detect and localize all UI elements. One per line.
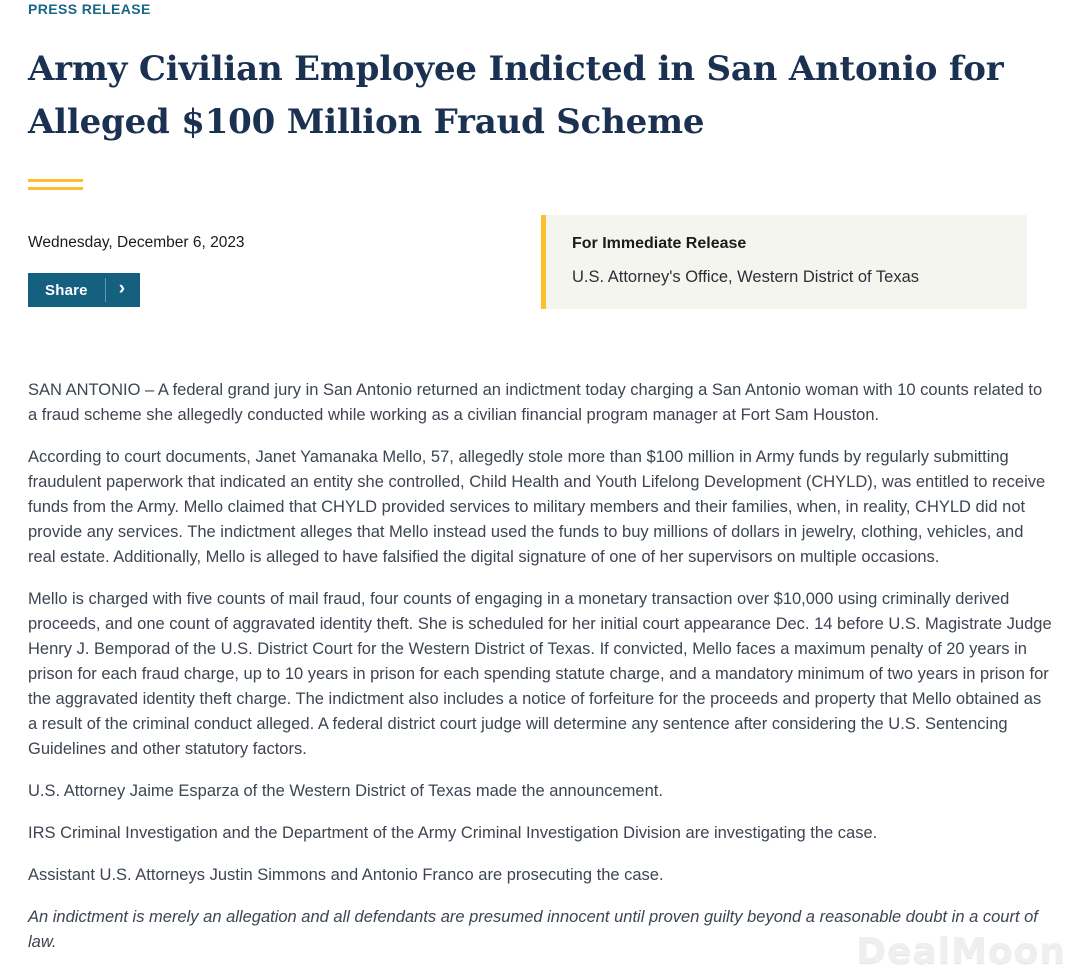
release-box-office: U.S. Attorney's Office, Western District of Texas	[572, 268, 920, 286]
meta-row	[28, 215, 1052, 309]
body-paragraph: U.S. Attorney Jaime Esparza of the Western District of Texas made the announcement.	[28, 782, 663, 800]
body-paragraph: IRS Criminal Investigation and the Department of the Army Criminal Investigation Division are investigating the case.	[28, 824, 878, 842]
body-paragraph: According to court documents, Janet Yamanaka Mello, 57, allegedly stole more than $100 million in Army funds by regularly submitting fraudulent paperwork that indicated an entity she controlled, Child Health and Youth Lifelong Development (CHYLD), was entitled to receive funds from the Army. Mello claimed that CHYLD provided services to military members and their families, when, in reality, CHYLD did not provide any services. The indictment alleges that Mello instead used the funds to buy millions of dollars in jewelry, clothing, vehicles, and real estate. Additionally, Mello is alleged to have falsified the digital signature of one of her supervisors on multiple occasions.	[28, 448, 1046, 566]
body-paragraph: Assistant U.S. Attorneys Justin Simmons and Antonio Franco are prosecuting the case.	[28, 866, 664, 884]
chevron-right-icon: ›	[118, 278, 126, 299]
body-paragraph: Mello is charged with five counts of mail fraud, four counts of engaging in a monetary transaction over $10,000 using criminally derived proceeds, and one count of aggravated identity theft. She is scheduled for her initial court appearance Dec. 14 before U.S. Magistrate Judge Henry J. Bemporad of the U.S. District Court for the Western District of Texas. If convicted, Mello faces a maximum penalty of 20 years in prison for each fraud charge, up to 10 years in prison for each spending statute charge, and a mandatory minimum of two years in prison for the aggravated identity theft charge. The indictment also includes a notice of forfeiture for the proceeds and property that Mello obtained as a result of the criminal conduct alleged. A federal district court judge will determine any sentence after considering the U.S. Sentencing Guidelines and other statutory factors.	[28, 590, 1052, 758]
press-release-kicker: PRESS RELEASE	[28, 1, 151, 17]
immediate-release-box	[541, 215, 1027, 309]
article-body	[28, 378, 1052, 888]
share-button[interactable]	[28, 273, 140, 307]
disclaimer-text: An indictment is merely an allegation and all defendants are presumed innocent until proven guilty beyond a reasonable doubt in a court of law.	[28, 908, 1038, 951]
share-button-label: Share	[45, 281, 88, 299]
meta-left-column	[28, 215, 541, 307]
release-box-heading: For Immediate Release	[572, 235, 747, 252]
gold-divider-line	[28, 179, 83, 182]
body-paragraph: SAN ANTONIO – A federal grand jury in San Antonio returned an indictment today charging a San Antonio woman with 10 counts related to a fraud scheme she allegedly conducted while working as a civilian financial program manager at Fort Sam Houston.	[28, 381, 1043, 424]
gold-divider	[28, 179, 1052, 190]
release-date: Wednesday, December 6, 2023	[28, 234, 245, 251]
dealmoon-watermark: DealMoon	[856, 931, 1066, 972]
page-title: Army Civilian Employee Indicted in San Antonio for Alleged $100 Million Fraud Scheme	[28, 49, 1004, 142]
gold-divider-line	[28, 187, 83, 190]
